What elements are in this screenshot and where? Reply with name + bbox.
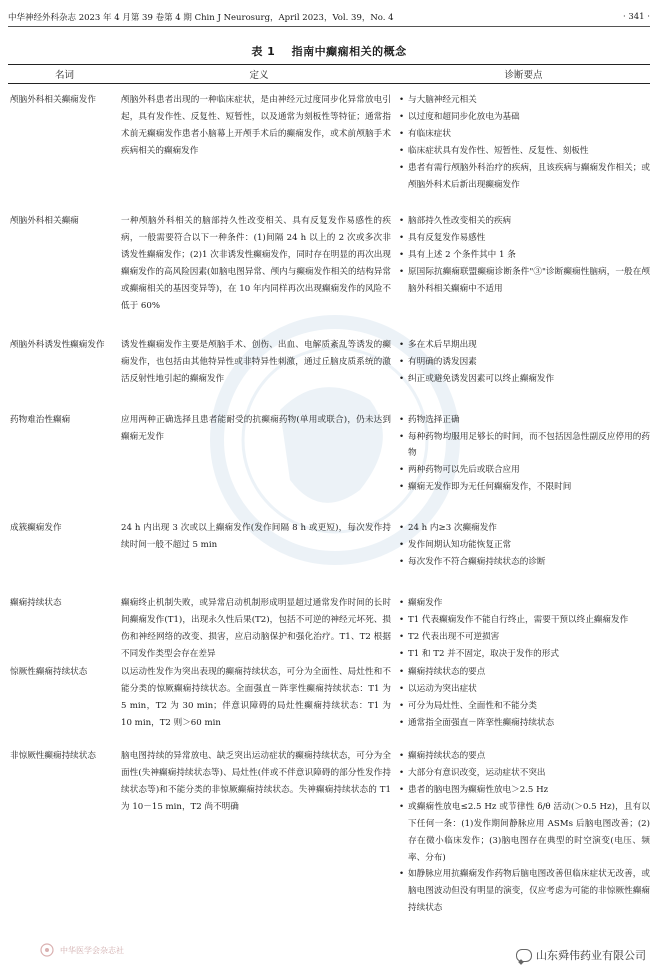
header-definition: 定义 [249, 70, 269, 81]
term-cell: 颅脑外科相关癫痫 [10, 216, 79, 227]
bullet-icon: • [399, 801, 405, 812]
diagnostic-point [399, 782, 650, 799]
bullet-icon: • [399, 751, 405, 762]
diagnostic-point [399, 92, 650, 109]
bullet-icon: • [399, 356, 405, 367]
diagnostic-point-text: 通常指全面强直－阵挛性癫痫持续状态 [408, 718, 555, 729]
bullet-icon: • [399, 145, 405, 156]
diagnostic-point [399, 247, 650, 264]
diagnostic-point [399, 337, 650, 354]
term-cell: 癫痫持续状态 [10, 597, 62, 608]
diagnostic-point-text: 两种药物可以先后或联合应用 [408, 465, 520, 476]
running-header [8, 10, 650, 24]
diagnostic-point-text: 癫痫无发作即为无任何癫痫发作，不限时间 [408, 482, 572, 493]
table-row [8, 325, 650, 400]
diagnostic-point [399, 612, 650, 629]
header-term: 名词 [54, 70, 74, 81]
table-row [8, 203, 650, 324]
points-cell [397, 748, 650, 917]
term-cell: 颅脑外科相关癫痫发作 [10, 95, 96, 105]
diagnostic-point-text: 24 h 内≥3 次癫痫发作 [408, 523, 497, 534]
definition-cell: 脑电图持续的异常放电、缺乏突出运动症状的癫痫持续状态，可分为全面性(失神癫痫持续状态等)、局灶性(伴或不伴意识障碍的部分性发作持续状态等)和不能分类的非惊厥癫痫持续状态。失神癫痫持续状态的 T1 为 10－15 min，T2 尚不明确 [121, 751, 391, 812]
wechat-icon [516, 949, 532, 962]
diagnostic-point-text: 脑部持久性改变相关的疾病 [408, 216, 512, 227]
bullet-icon: • [399, 465, 405, 476]
bullet-icon: • [399, 523, 405, 534]
bullet-icon: • [399, 373, 405, 384]
diagnostic-point-text: 以过度和超同步化放电为基础 [408, 111, 520, 122]
diagnostic-point [399, 595, 650, 612]
table-row [8, 400, 650, 509]
term-cell: 颅脑外科诱发性癫痫发作 [10, 339, 105, 350]
bullet-icon: • [399, 718, 405, 729]
diagnostic-point [399, 371, 650, 388]
bullet-icon: • [399, 216, 405, 227]
wechat-source-tag [514, 947, 648, 963]
diagnostic-point-text: 临床症状具有发作性、短暂性、反复性、刻板性 [408, 145, 589, 156]
bullet-icon: • [399, 869, 405, 880]
bullet-icon: • [399, 540, 405, 551]
diagnostic-point-text: 癫痫持续状态的要点 [408, 667, 486, 678]
diagnostic-point-text: 如静脉应用抗癫痫发作药物后脑电图改善但临床症状无改善，或脑电图波动但没有明显的演变，仅应考虑为可能的非惊厥性癫痫持续状态 [408, 869, 650, 914]
diagnostic-point [399, 429, 650, 463]
bullet-icon: • [399, 233, 405, 244]
term-cell: 药物难治性癫痫 [10, 414, 71, 425]
points-cell [397, 92, 650, 193]
header-points: 诊断要点 [504, 70, 543, 81]
table-header-row [8, 65, 650, 84]
diagnostic-point [399, 698, 650, 715]
table-caption: 指南中癫痫相关的概念 [291, 45, 407, 58]
flower-logo-icon [40, 943, 54, 957]
table-row [8, 84, 650, 203]
table-row [8, 508, 650, 583]
diagnostic-point [399, 462, 650, 479]
diagnostic-point-text: 以运动为突出症状 [408, 684, 477, 695]
term-cell: 非惊厥性癫痫持续状态 [10, 751, 96, 762]
diagnostic-point [399, 537, 650, 554]
bullet-icon: • [399, 768, 405, 778]
definition-cell: 一种颅脑外科相关的脑部持久性改变相关、具有反复发作易感性的疾病，一般需要符合以下一种条件：(1)间隔 24 h 以上的 2 次或多次非诱发性癫痫发作；(2)1 次非诱发性癫痫发作，同时存在明显的再次出现癫痫发作的高风险因素(如脑电图异常、颅内与癫痫发作相关的结构异常或癫痫相关的基因变异等)，在 10 年内同样再次出现癫痫发作的风险不低于 60% [121, 216, 391, 311]
bullet-icon: • [399, 597, 405, 608]
diagnostic-point [399, 479, 650, 496]
diagnostic-point [399, 664, 650, 681]
diagnostic-point [399, 765, 650, 782]
diagnostic-point [399, 799, 650, 867]
bullet-icon: • [399, 111, 405, 122]
diagnostic-point-text: 多在术后早期出现 [408, 339, 477, 350]
bullet-icon: • [399, 267, 405, 278]
diagnostic-point-text: 有临床症状 [408, 128, 451, 139]
diagnostic-point-text: 癫痫持续状态的要点 [408, 751, 486, 762]
diagnostic-point-text: 有明确的诱发因素 [408, 356, 477, 367]
diagnostic-point-text: 药物选择正确 [408, 414, 460, 425]
table-row [8, 583, 650, 665]
definition-cell: 以运动性发作为突出表现的癫痫持续状态，可分为全面性、局灶性和不能分类的惊厥癫痫持续状态。全面强直－阵挛性癫痫持续状态：T1 为 5 min，T2 为 30 min；伴意识障碍的局灶性癫痫持续状态：T1 为 10 min，T2 则＞60 min [121, 667, 391, 729]
diagnostic-point-text: 每次发作不符合癫痫持续状态的诊断 [408, 556, 546, 567]
diagnostic-point-text: T1 代表癫痫发作不能自行终止，需要干预以终止癫痫发作 [408, 614, 629, 625]
points-cell [397, 412, 650, 497]
bullet-icon: • [399, 431, 405, 442]
table-row [8, 738, 650, 917]
diagnostic-point-text: 具有上述 2 个条件其中 1 条 [408, 250, 516, 261]
diagnostic-point [399, 412, 650, 429]
diagnostic-point [399, 264, 650, 298]
bullet-icon: • [399, 631, 405, 642]
points-cell [397, 520, 650, 571]
diagnostic-point [399, 354, 650, 371]
points-cell [397, 337, 650, 388]
diagnostic-point-text: 患者的脑电图为癫痫性放电＞2.5 Hz [408, 784, 549, 795]
diagnostic-point [399, 554, 650, 571]
bullet-icon: • [399, 614, 405, 625]
points-cell [397, 595, 650, 663]
bullet-icon: • [399, 339, 405, 350]
header-rule [8, 26, 650, 27]
bullet-icon: • [399, 684, 405, 695]
diagnostic-point [399, 109, 650, 126]
diagnostic-point [399, 866, 650, 917]
bullet-icon: • [399, 95, 405, 105]
diagnostic-point-text: T2 代表出现不可逆损害 [408, 631, 500, 642]
definition-cell: 诱发性癫痫发作主要是颅脑手术、创伤、出血、电解质紊乱等诱发的癫痫发作，也包括由其他特异性或非特异性刺激，通过丘脑皮质系统的激活反射性地引起的癫痫发作 [121, 339, 391, 384]
diagnostic-point [399, 126, 650, 143]
bullet-icon: • [399, 414, 405, 425]
diagnostic-point [399, 629, 650, 646]
page-number: · 341 · [622, 12, 650, 22]
publisher-logo-text: 中华医学会杂志社 [60, 945, 124, 955]
bullet-icon: • [399, 162, 405, 173]
diagnostic-point [399, 520, 650, 537]
diagnostic-point-text: 大部分有意识改变，运动症状不突出 [408, 768, 546, 778]
diagnostic-point [399, 748, 650, 765]
term-cell: 惊厥性癫痫持续状态 [10, 667, 88, 678]
publisher-logo [40, 943, 124, 957]
diagnostic-point-text: T1 和 T2 并不固定，取决于发作的形式 [408, 648, 559, 659]
bullet-icon: • [399, 667, 405, 678]
definition-cell: 24 h 内出现 3 次或以上癫痫发作(发作间隔 8 h 或更短)，每次发作持续时间一般不超过 5 min [121, 523, 391, 551]
diagnostic-point-text: 与大脑神经元相关 [408, 95, 477, 105]
diagnostic-point-text: 原国际抗癫痫联盟癫痫诊断条件"③"诊断癫痫性脑病，一般在颅脑外科相关癫痫中不适用 [408, 267, 650, 295]
definition-cell: 颅脑外科患者出现的一种临床症状，是由神经元过度同步化异常放电引起，具有发作性、反复性、短暂性，以及通常为刻板性等特征；通常指术前无癫痫发作患者小脑幕上开颅手术后的癫痫发作，或术前颅脑手术疾病相关的癫痫发作 [121, 95, 391, 156]
table-body [8, 84, 650, 917]
diagnostic-point-text: 发作间期认知功能恢复正常 [408, 540, 512, 551]
diagnostic-point [399, 646, 650, 663]
diagnostic-point-text: 具有反复发作易感性 [408, 233, 486, 244]
company-name: 山东舜伟药业有限公司 [536, 949, 646, 962]
diagnostic-point [399, 681, 650, 698]
concept-table [8, 64, 650, 941]
diagnostic-point-text: 每种药物均服用足够长的时间，而不包括因急性副反应停用的药物 [408, 431, 650, 459]
diagnostic-point-text: 或癫痫性放电≤2.5 Hz 或节律性 δ/θ 活动(＞0.5 Hz)，且有以下任何一条：(1)发作期间静脉应用 ASMs 后脑电图改善；(2)存在微小临床发作；(3)脑电图存在典型的时空演变(电压、频率、分布) [408, 801, 650, 863]
diagnostic-point-text: 纠正或避免诱发因素可以终止癫痫发作 [408, 373, 555, 384]
table-title [0, 43, 658, 59]
diagnostic-point-text: 患者有需行颅脑外科治疗的疾病，且该疾病与癫痫发作相关；或颅脑外科术后新出现癫痫发作 [408, 162, 650, 190]
bullet-icon: • [399, 648, 405, 659]
bullet-icon: • [399, 556, 405, 567]
journal-citation: 中华神经外科杂志 2023 年 4 月第 39 卷第 4 期 Chin J Neurosurg，April 2023，Vol. 39，No. 4 [8, 13, 394, 23]
definition-cell: 应用两种正确选择且患者能耐受的抗癫痫药物(单用或联合)，仍未达到癫痫无发作 [121, 414, 391, 442]
bullet-icon: • [399, 482, 405, 493]
diagnostic-point [399, 143, 650, 160]
table-number: 表 1 [251, 45, 276, 58]
diagnostic-point-text: 可分为局灶性、全面性和不能分类 [408, 701, 537, 712]
diagnostic-point [399, 213, 650, 230]
bullet-icon: • [399, 701, 405, 712]
diagnostic-point [399, 230, 650, 247]
diagnostic-point [399, 160, 650, 194]
points-cell [397, 213, 650, 314]
definition-cell: 癫痫终止机制失败，或异常启动机制形成明显超过通常发作时间的长时间癫痫发作(T1)，出现永久性后果(T2)，包括不可逆的神经元坏死、损伤和神经网络的改变、损害，应启动脑保护和强化治疗。T1、T2 根据不同发作类型会存在差异 [121, 597, 391, 659]
diagnostic-point-text: 癫痫发作 [408, 597, 443, 608]
table-row [8, 664, 650, 738]
points-cell [397, 664, 650, 732]
term-cell: 成簇癫痫发作 [10, 523, 62, 534]
bullet-icon: • [399, 250, 405, 261]
bullet-icon: • [399, 784, 405, 795]
bullet-icon: • [399, 128, 405, 139]
diagnostic-point [399, 715, 650, 732]
